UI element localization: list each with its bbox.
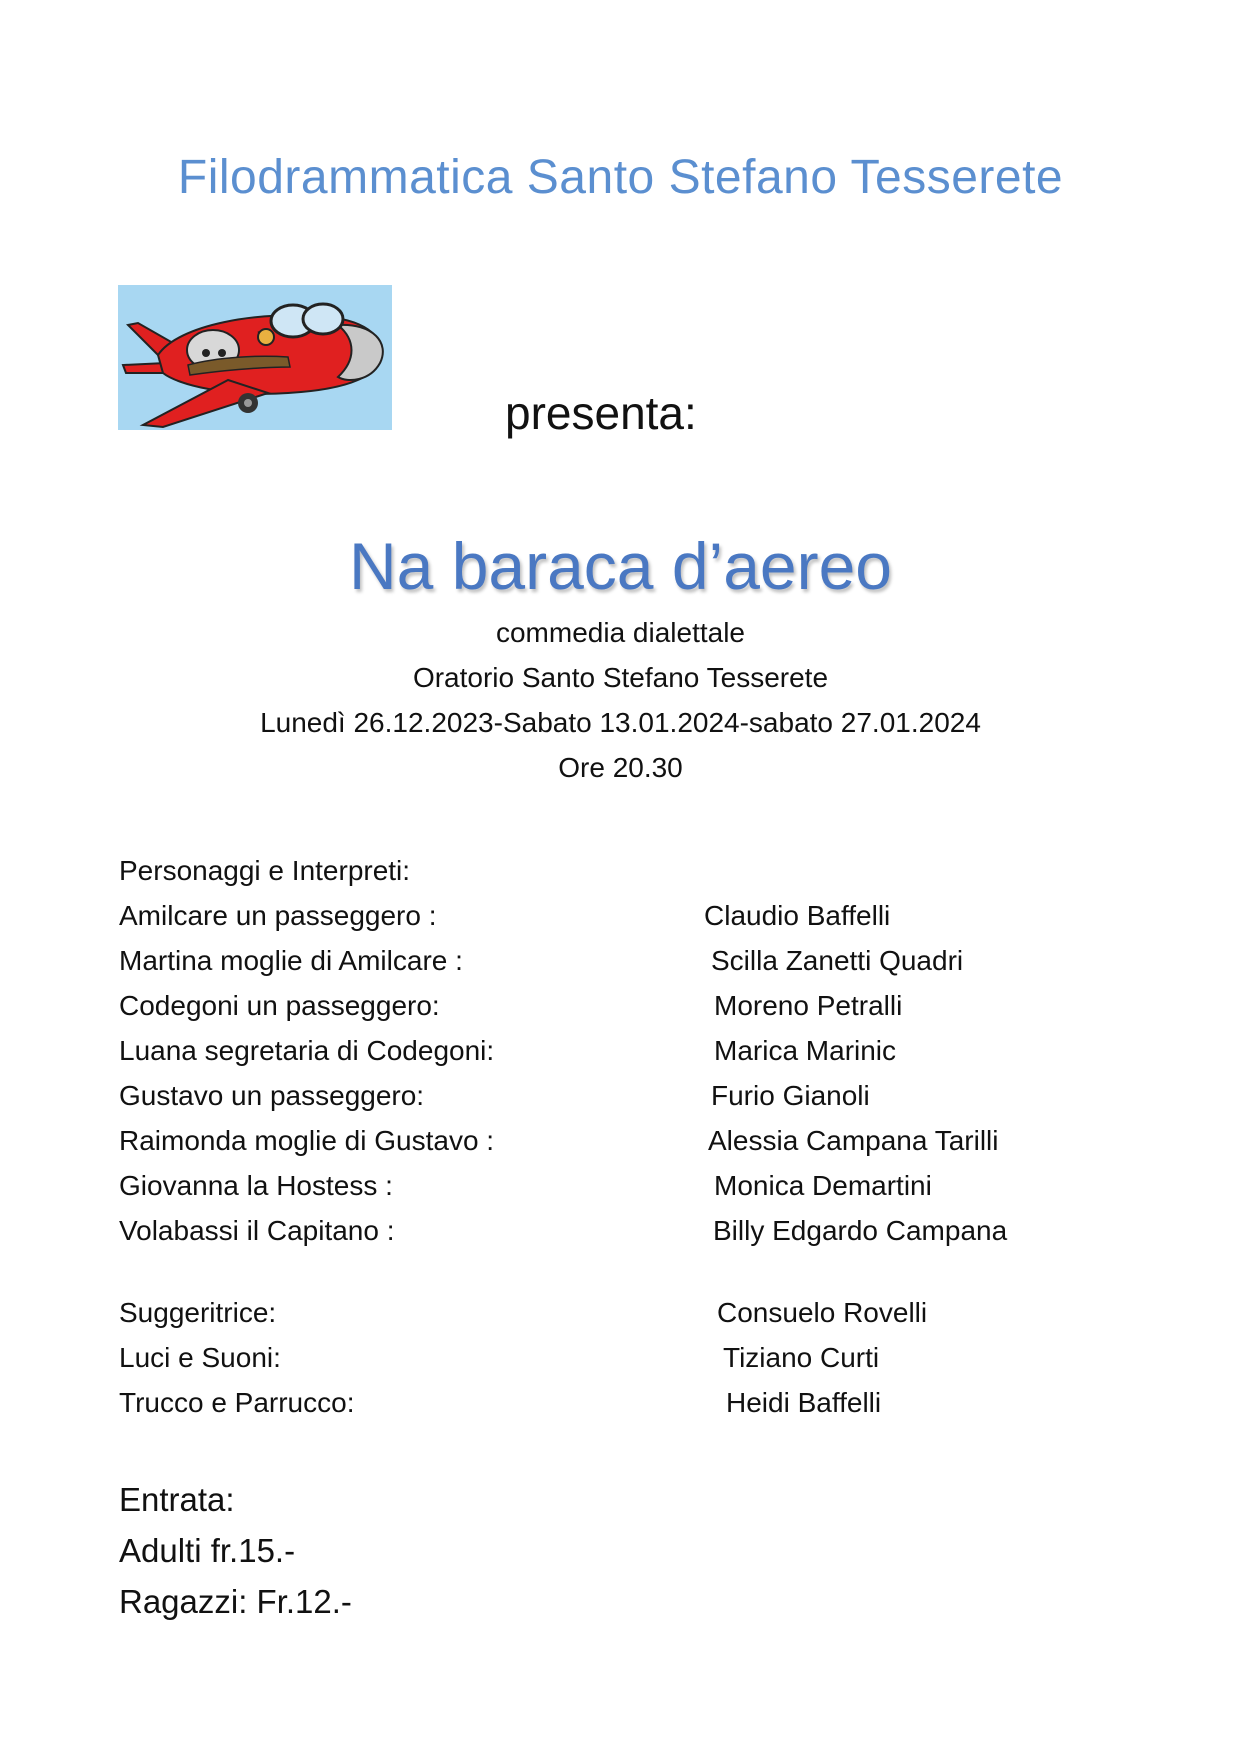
play-dates: Lunedì 26.12.2023-Sabato 13.01.2024-sabato 27.01.2024 [260, 707, 981, 738]
airplane-logo [118, 285, 392, 430]
ticket-heading: Entrata: [119, 1481, 235, 1518]
crew-role: Trucco e Parrucco: [119, 1387, 355, 1418]
ticket-prices [119, 1474, 352, 1627]
cast-row [119, 1163, 1119, 1208]
presents-label: presenta: [505, 387, 697, 439]
cast-row [119, 893, 1119, 938]
cast-row [119, 938, 1119, 983]
crew-role: Luci e Suoni: [119, 1342, 281, 1373]
cast-role: Luana segretaria di Codegoni: [119, 1035, 495, 1066]
play-venue: Oratorio Santo Stefano Tesserete [412, 662, 829, 693]
cartoon-airplane-icon [118, 285, 392, 430]
crew-person: Heidi Baffelli [726, 1387, 882, 1418]
cast-row [119, 1028, 1119, 1073]
crew-role: Suggeritrice: [119, 1297, 277, 1328]
crew-row [119, 1335, 1119, 1380]
cast-role: Gustavo un passeggero: [119, 1080, 425, 1111]
crew-list [119, 1290, 1119, 1425]
play-genre: commedia dialettale [495, 617, 746, 648]
ticket-kids: Ragazzi: Fr.12.- [119, 1583, 352, 1620]
crew-row [119, 1380, 1119, 1425]
cast-row [119, 983, 1119, 1028]
cast-actor: Billy Edgardo Campana [713, 1215, 1008, 1246]
organization-name: Filodrammatica Santo Stefano Tesserete [177, 151, 1064, 204]
cast-row [119, 1208, 1119, 1253]
cast-role: Raimonda moglie di Gustavo : [119, 1125, 495, 1156]
cast-row [119, 1118, 1119, 1163]
cast-heading: Personaggi e Interpreti: [119, 855, 411, 886]
organization-title [0, 150, 1241, 205]
cast-role: Volabassi il Capitano : [119, 1215, 395, 1246]
cast-actor: Alessia Campana Tarilli [708, 1125, 999, 1156]
cast-actor: Furio Gianoli [711, 1080, 870, 1111]
crew-person: Consuelo Rovelli [717, 1297, 928, 1328]
play-title: Na baraca d’aereo [348, 529, 893, 603]
cast-actor: Moreno Petralli [714, 990, 903, 1021]
ticket-adults: Adulti fr.15.- [119, 1532, 296, 1569]
cast-list [119, 848, 1119, 1253]
crew-row [119, 1290, 1119, 1335]
play-time: Ore 20.30 [558, 752, 683, 783]
cast-actor: Scilla Zanetti Quadri [711, 945, 964, 976]
cast-role: Giovanna la Hostess : [119, 1170, 393, 1201]
crew-person: Tiziano Curti [723, 1342, 880, 1373]
cast-actor: Claudio Baffelli [704, 900, 891, 931]
cast-actor: Monica Demartini [714, 1170, 932, 1201]
cast-role: Amilcare un passeggero : [119, 900, 437, 931]
cast-role: Codegoni un passeggero: [119, 990, 440, 1021]
cast-row [119, 1073, 1119, 1118]
cast-role: Martina moglie di Amilcare : [119, 945, 463, 976]
cast-actor: Marica Marinic [714, 1035, 897, 1066]
